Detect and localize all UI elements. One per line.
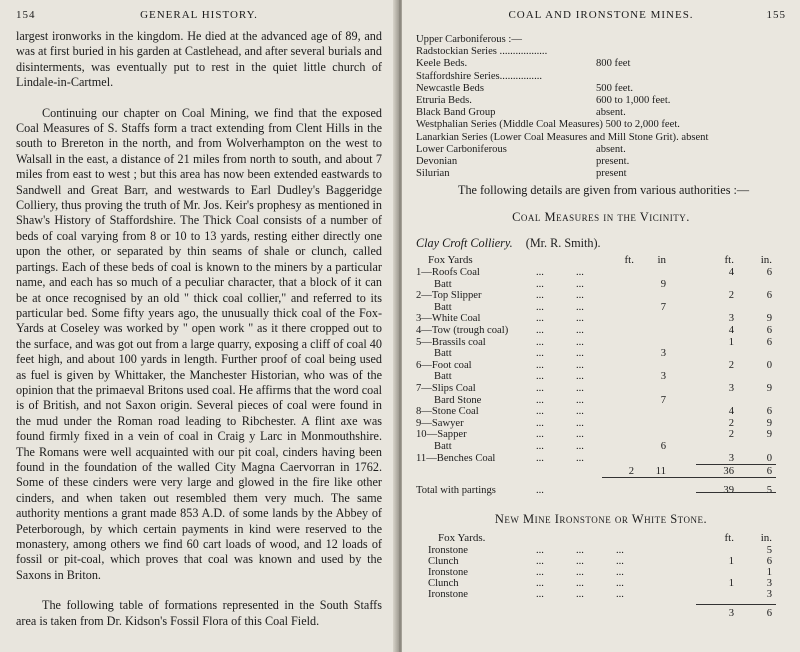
value-in: 3	[766, 578, 772, 589]
strata-name: Devonian	[416, 155, 458, 167]
total-rule	[696, 604, 776, 605]
leader-dots: ...	[576, 371, 584, 383]
leader-dots: ...	[536, 406, 544, 418]
strata-row	[416, 46, 786, 58]
strata-row	[416, 107, 786, 119]
leader-dots: ...	[536, 441, 544, 452]
leader-dots: ...	[576, 325, 584, 336]
strata-name: Keele Beds.	[416, 58, 468, 70]
leader-dots: ...	[536, 452, 544, 464]
strata-name: Newcastle Beds	[416, 82, 484, 94]
left-page-number: 154	[16, 9, 36, 21]
strata-row	[416, 34, 786, 46]
value-in: 3	[660, 348, 666, 360]
leader-dots: ...	[536, 301, 544, 313]
value-in: 7	[660, 394, 666, 406]
seam-name: 8—Stone Coal	[416, 406, 479, 418]
value-ft2: 4	[728, 325, 734, 336]
leader-dots: ...	[576, 417, 584, 429]
strata-row	[416, 83, 786, 95]
value-in2: 9	[766, 383, 772, 394]
value-in2: 0	[766, 452, 772, 464]
column-header-label: Fox Yards	[428, 254, 473, 266]
seam-name: 11—Benches Coal	[416, 452, 496, 464]
value-in2: 6	[766, 466, 772, 478]
value-ft: 2	[628, 466, 634, 478]
right-running-head	[402, 9, 800, 25]
leader-dots: ...	[536, 325, 544, 336]
value-in: 9	[660, 278, 666, 290]
leader-dots: ...	[536, 278, 544, 290]
seam-name: Batt	[434, 441, 452, 452]
stratum-name: Clunch	[428, 556, 459, 567]
value-in2: 0	[766, 359, 772, 371]
column-header-ft: ft.	[624, 254, 634, 266]
value-ft2: 3	[728, 313, 734, 325]
value-in2: 9	[766, 313, 772, 325]
leader-dots: ...	[576, 313, 584, 325]
value-ft2: 3	[728, 452, 734, 464]
paragraph-3: The following table of formations represented in the South Staffs area is taken from Dr. Kidson's Fossil Flora of this Coal Field.	[16, 598, 382, 628]
strata-thickness: present.	[596, 155, 630, 167]
value-ft2: 2	[728, 429, 734, 441]
right-page-title: COAL AND IRONSTONE MINES.	[508, 9, 694, 21]
leader-dots: ...	[536, 556, 544, 567]
value-ft: 1	[728, 578, 734, 589]
value-in2: 6	[766, 267, 772, 278]
leader-dots: ...	[576, 301, 584, 313]
table-row	[416, 589, 788, 602]
leader-dots: ...	[616, 567, 624, 578]
seam-name: 9—Sawyer	[416, 417, 464, 429]
leader-dots: ...	[536, 429, 544, 441]
strata-thickness: absent.	[596, 143, 626, 155]
leader-dots: ...	[576, 290, 584, 302]
leader-dots: ...	[576, 336, 584, 348]
value-in2: 9	[766, 417, 772, 429]
value-ft2: 4	[728, 267, 734, 278]
value-in2: 6	[766, 325, 772, 336]
total-rule	[602, 477, 776, 478]
seam-name: Total with partings	[416, 484, 496, 496]
seam-name: 4—Tow (trough coal)	[416, 325, 509, 336]
leader-dots: ...	[576, 441, 584, 452]
strata-name: Lanarkian Series (Lower Coal Measures and Mill Stone Grit). absent	[416, 131, 709, 143]
leader-dots: ...	[536, 545, 544, 556]
ironstone-table	[416, 532, 788, 642]
seam-name: 10—Sapper	[416, 429, 467, 441]
leader-dots: ...	[576, 383, 584, 394]
strata-list	[416, 34, 786, 180]
leader-dots: ...	[536, 589, 544, 600]
leader-dots: ...	[576, 359, 584, 371]
leader-dots: ...	[536, 336, 544, 348]
seam-name: 7—Slips Coal	[416, 383, 476, 394]
leader-dots: ...	[536, 383, 544, 394]
leader-dots: ...	[536, 417, 544, 429]
stratum-name: Ironstone	[428, 545, 469, 556]
leader-dots: ...	[616, 556, 624, 567]
right-page	[402, 0, 800, 652]
column-header-in: in.	[760, 532, 772, 544]
leader-dots: ...	[576, 348, 584, 360]
left-page-title: GENERAL HISTORY.	[140, 9, 258, 21]
table-header-row	[416, 532, 788, 545]
seam-name: 3—White Coal	[416, 313, 481, 325]
leader-dots: ...	[576, 406, 584, 418]
left-body-text	[16, 29, 382, 629]
strata-name: Radstockian Series ..................	[416, 46, 548, 58]
seam-name: 5—Brassils coal	[416, 336, 486, 348]
seam-name: Batt	[434, 371, 452, 383]
column-header-in-total: in.	[760, 254, 772, 266]
value-in: 3	[766, 589, 772, 600]
leader-dots: ...	[536, 348, 544, 360]
value-in: 6	[766, 556, 772, 567]
leader-dots: ...	[616, 589, 624, 600]
strata-row	[416, 71, 786, 83]
strata-name: Etruria Beds.	[416, 94, 472, 106]
colliery-line	[416, 236, 601, 251]
strata-row	[416, 144, 786, 156]
column-header-label: Fox Yards.	[438, 532, 486, 544]
left-page	[0, 0, 398, 652]
stratum-name: Ironstone	[428, 589, 469, 600]
total-rule	[696, 464, 776, 465]
strata-name: Lower Carboniferous	[416, 143, 507, 155]
value-in2: 6	[766, 406, 772, 418]
leader-dots: ...	[576, 567, 584, 578]
value-in2: 6	[766, 290, 772, 302]
leader-dots: ...	[536, 484, 544, 496]
leader-dots: ...	[536, 313, 544, 325]
leader-dots: ...	[616, 545, 624, 556]
section-heading-ironstone: New Mine Ironstone or White Stone.	[494, 512, 708, 526]
seam-name: Batt	[434, 348, 452, 360]
leader-dots: ...	[576, 267, 584, 278]
strata-row	[416, 156, 786, 168]
value-ft2: 2	[728, 290, 734, 302]
strata-thickness: 500 feet.	[596, 82, 634, 94]
strata-name: Staffordshire Series................	[416, 70, 543, 82]
leader-dots: ...	[576, 545, 584, 556]
leader-dots: ...	[576, 278, 584, 290]
value-ft2: 4	[728, 406, 734, 418]
column-header-in: in	[657, 254, 666, 266]
leader-dots: ...	[576, 556, 584, 567]
strata-thickness: present	[596, 168, 627, 180]
leader-dots: ...	[616, 578, 624, 589]
value-in: 5	[766, 545, 772, 556]
seam-name: Batt	[434, 301, 452, 313]
strata-thickness: 800 feet	[596, 58, 631, 70]
leader-dots: ...	[576, 589, 584, 600]
value-in: 1	[766, 567, 772, 578]
seam-name: 6—Foot coal	[416, 359, 472, 371]
value-in: 6	[766, 608, 772, 619]
value-in: 11	[655, 466, 666, 478]
seam-name: Bard Stone	[434, 394, 482, 406]
leader-dots: ...	[576, 429, 584, 441]
value-in: 6	[660, 441, 666, 452]
value-ft2: 3	[728, 383, 734, 394]
colliery-name: Clay Croft Colliery.	[416, 236, 513, 250]
value-in: 3	[660, 371, 666, 383]
table-header-row	[416, 254, 788, 267]
seam-name: 1—Roofs Coal	[416, 267, 480, 278]
leader-dots: ...	[536, 290, 544, 302]
seam-name: Batt	[434, 278, 452, 290]
leader-dots: ...	[576, 452, 584, 464]
right-page-number: 155	[766, 9, 786, 21]
leader-dots: ...	[536, 394, 544, 406]
strata-row	[416, 132, 786, 144]
coal-seams-table	[416, 254, 788, 494]
leader-dots: ...	[536, 267, 544, 278]
table-row	[416, 608, 788, 621]
strata-name: Upper Carboniferous :—	[416, 34, 522, 45]
value-ft2: 2	[728, 359, 734, 371]
paragraph-2: Continuing our chapter on Coal Mining, we find that the exposed Coal Measures of S. Staffs form a tract extending from Clent Hills in the south to Brereton in the north, and from Wolverhampton on the west to Walsall in the east, a distance of 21 miles from north to south, and about 7 miles from east to west ; but this area has now been extended eastwards to Sandwell and Great Barr, and westwards to Earl Dudley's Baggeridge Colliery, thus proving the truth of Mr. Jos. Keir's prophesy as mentioned in Shaw's History of Staffordshire. The Thick Coal consists of a number of beds of coal varying from 8 or 10 to 13 yards, resting either directly one upon the other, or separated by thin seams of shale or clunch, called partings. Each of these beds of coal is known to the miners by a particular name, and each has so much of a peculiar character, that a block of it can be at once recognised by an old " thick coal collier," and referred to its particular bed. Some fifty years ago, the unusually thick coal of the Fox-Yards at Coseley was worked by " open work " as it there cropped out to the surface, and was got out from a large quarry, exposing a cliff of coal 40 feet high, and about 100 yards in length. Further proof of coal being used as fuel is given by Whittaker, the Manchester Historian, who was of the opinion that the primaeval Britons used coal. He affirms that the word coal is of British, and not Saxon origin. Several pieces of coal were found in the mud under the Roman road leading to Ribchester. A flint axe was found firmly fixed in a vein of coal in Craig y Larc in Monmouthshire. The Romans were well acquainted with our pit coal, cinders having been found in the foundation of the walled City Magna Caervorran in 1762. Some of these cinders were very large and glowed in the fire like other cinders, and when taken out resembled them very much. The same authority mentions a grant made 853 A.D. of some lands by the Abbey of Peterborough, by which certain payments in kind were reserved to the monastery, among others we find 60 cart loads of wood, and 12 loads of fossil or pit-coal, which proves that coal was known and used by the Saxons in Briton.	[16, 105, 382, 582]
left-running-head	[0, 9, 398, 25]
value-in: 7	[660, 301, 666, 313]
stratum-name: Clunch	[428, 578, 459, 589]
strata-name: Westphalian Series (Middle Coal Measures) 500 to 2,000 feet.	[416, 119, 680, 131]
paragraph-1: largest ironworks in the kingdom. He died at the advanced age of 89, and was at first buried in his garden at Castlehead, and after several burials and disinterments, was eventually put to rest in the quiet little church of Lindale-in-Cartmel.	[16, 29, 382, 90]
lead-in-text: The following details are given from various authorities :—	[458, 183, 750, 197]
leader-dots: ...	[536, 359, 544, 371]
strata-name: Black Band Group	[416, 107, 496, 119]
stratum-name: Ironstone	[428, 567, 469, 578]
strata-thickness: absent.	[596, 107, 626, 119]
leader-dots: ...	[576, 578, 584, 589]
column-header-ft-total: ft.	[724, 254, 734, 266]
seam-name: 2—Top Slipper	[416, 290, 482, 302]
column-header-ft: ft.	[724, 532, 734, 544]
value-ft: 3	[728, 608, 734, 619]
value-ft: 1	[728, 556, 734, 567]
leader-dots: ...	[536, 567, 544, 578]
value-ft2: 1	[728, 336, 734, 348]
colliery-source: (Mr. R. Smith).	[525, 236, 601, 250]
section-heading-coal-measures: Coal Measures in the Vicinity.	[512, 210, 690, 224]
value-ft2: 2	[728, 417, 734, 429]
strata-row	[416, 58, 786, 70]
strata-name: Silurian	[416, 168, 450, 180]
total-rule	[696, 492, 776, 493]
strata-thickness: 600 to 1,000 feet.	[596, 94, 671, 106]
value-ft2: 36	[723, 466, 734, 478]
leader-dots: ...	[536, 371, 544, 383]
value-in2: 6	[766, 336, 772, 348]
strata-row	[416, 95, 786, 107]
leader-dots: ...	[576, 394, 584, 406]
strata-row	[416, 168, 786, 180]
strata-row	[416, 119, 786, 131]
value-in2: 9	[766, 429, 772, 441]
leader-dots: ...	[536, 578, 544, 589]
value-in2: 5	[766, 484, 772, 496]
value-ft2: 39	[723, 484, 734, 496]
